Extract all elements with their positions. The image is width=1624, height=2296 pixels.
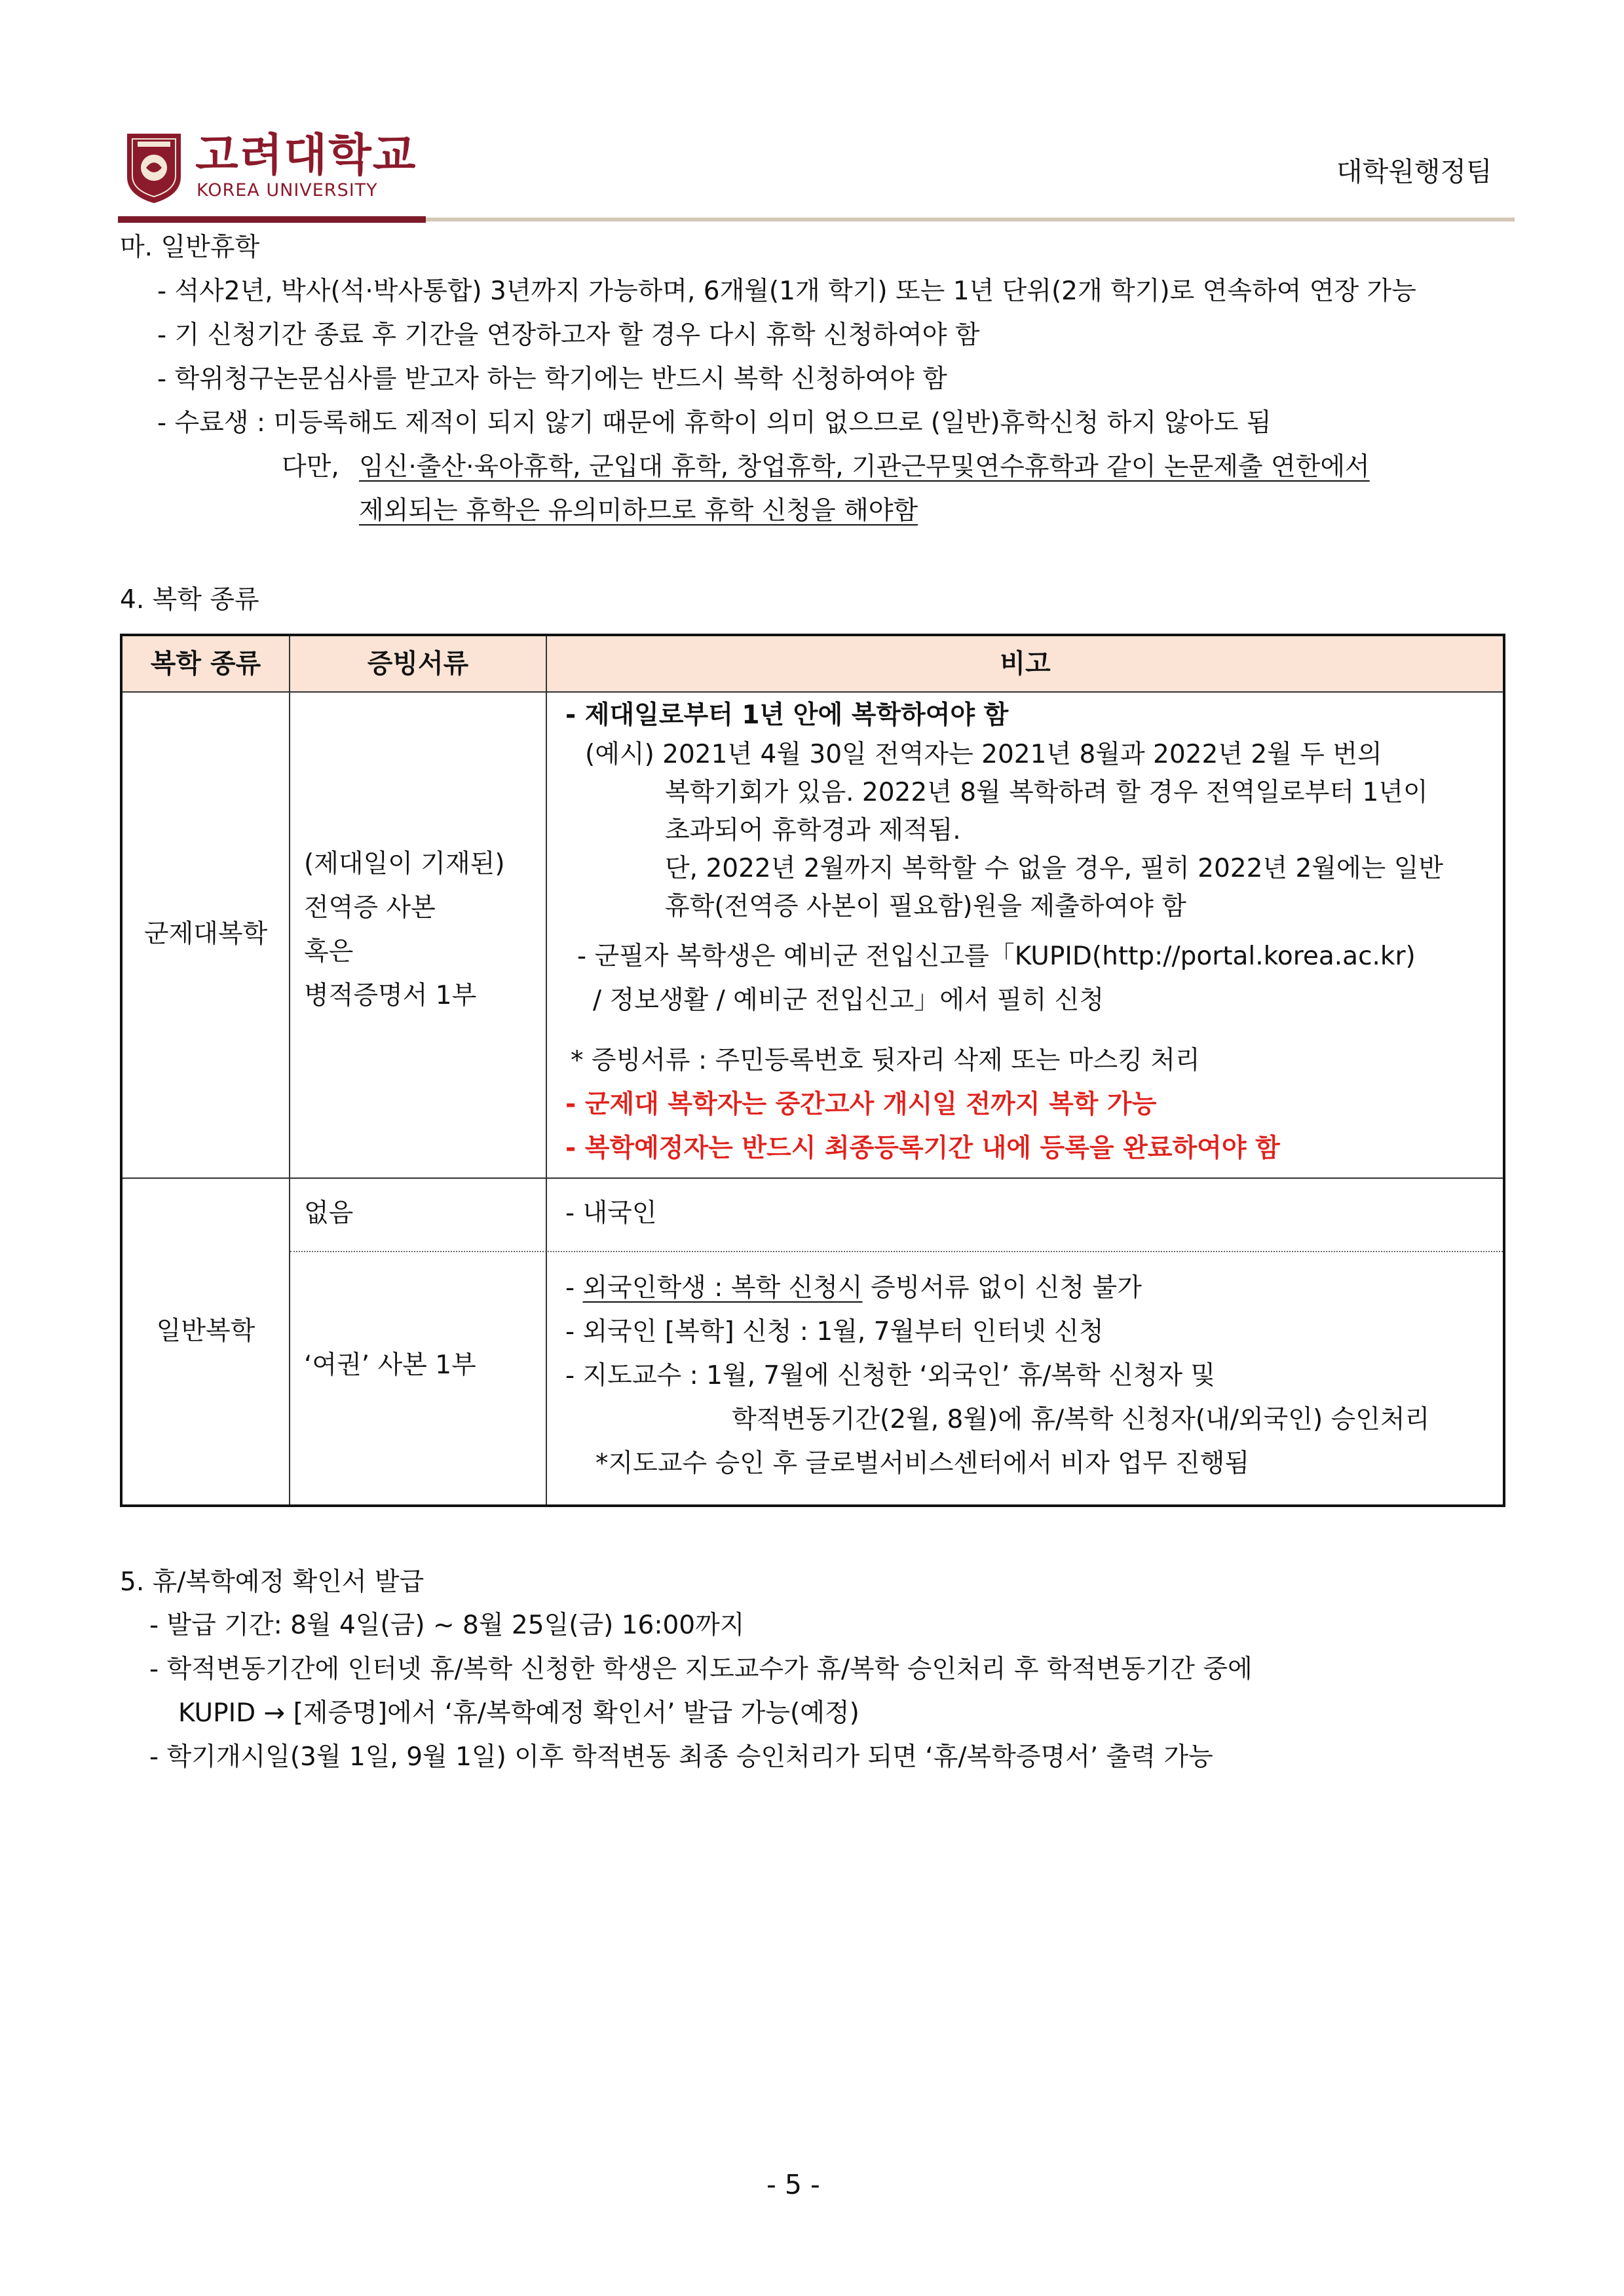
- table-divider: [289, 636, 290, 1504]
- section-5-item: KUPID → [제증명]에서 ‘휴/복학예정 확인서’ 발급 가능(예정): [178, 1698, 859, 1728]
- table-doc-line: (제대일이 기재된): [304, 849, 505, 879]
- logo-wordmark-english: KOREA UNIVERSITY: [197, 180, 378, 201]
- table-header-cell: 비고: [1000, 649, 1051, 679]
- table-divider: [290, 1251, 1503, 1252]
- section-ma-note-line: 제외되는 휴학은 유의미하므로 휴학 신청을 해야함: [359, 496, 918, 526]
- table-example-line: (예시) 2021년 4월 30일 전역자는 2021년 8월과 2022년 2월 두 번의: [585, 740, 1382, 769]
- table-doc-line: ‘여권’ 사본 1부: [304, 1350, 476, 1380]
- university-seal-logo: [124, 131, 183, 204]
- table-red-note: - 군제대 복학자는 중간고사 개시일 전까지 복학 가능: [565, 1090, 1157, 1119]
- table-note-underlined: 외국인학생 : 복학 신청시: [582, 1273, 863, 1303]
- page-number: - 5 -: [766, 2169, 820, 2200]
- section-ma-note-line: 임신·출산·육아휴학, 군입대 휴학, 창업휴학, 기관근무및연수휴학과 같이 논문제출 연한에서: [359, 452, 1370, 482]
- table-example-line: 초과되어 휴학경과 제적됨.: [665, 816, 961, 845]
- header-rule-accent: [118, 216, 426, 223]
- table-note-line: 학적변동기간(2월, 8월)에 휴/복학 신청자(내/외국인) 승인처리: [732, 1405, 1430, 1434]
- readmission-table: [120, 634, 1505, 1507]
- table-red-note: - 복학예정자는 반드시 최종등록기간 내에 등록을 완료하여야 함: [565, 1134, 1280, 1163]
- section-5-item: - 학기개시일(3월 1일, 9월 1일) 이후 학적변동 최종 승인처리가 되면 ‘휴/복학증명서’ 출력 가능: [149, 1742, 1213, 1772]
- table-note-line: [565, 1273, 1142, 1304]
- table-note-line: - 내국인: [565, 1198, 657, 1228]
- table-doc-line: 병적증명서 1부: [304, 981, 477, 1010]
- table-note-line: *지도교수 승인 후 글로벌서비스센터에서 비자 업무 진행됨: [595, 1449, 1250, 1478]
- section-ma-item: - 학위청구논문심사를 받고자 하는 학기에는 반드시 복학 신청하여야 함: [157, 364, 947, 394]
- table-example-line: 단, 2022년 2월까지 복학할 수 없을 경우, 필히 2022년 2월에는 일반: [665, 854, 1444, 883]
- table-doc-line: 혹은: [304, 937, 354, 966]
- logo-wordmark-korean: 고려대학교: [195, 130, 417, 182]
- header-rule: [426, 218, 1515, 221]
- section-5-title: 5. 휴/복학예정 확인서 발급: [120, 1567, 425, 1597]
- table-example-line: 복학기회가 있음. 2022년 8월 복학하려 할 경우 전역일로부터 1년이: [665, 778, 1428, 807]
- section-ma-title: 마. 일반휴학: [120, 233, 260, 262]
- table-doc-line: 없음: [304, 1198, 354, 1228]
- table-kupid-line: - 군필자 복학생은 예비군 전입신고를「KUPID(http://portal.korea.ac.kr): [577, 942, 1416, 971]
- table-note-line: - 지도교수 : 1월, 7월에 신청한 ‘외국인’ 휴/복학 신청자 및: [565, 1361, 1216, 1390]
- department-name: 대학원행정팀: [1336, 156, 1492, 187]
- table-note-rest: 증빙서류 없이 신청 불가: [870, 1273, 1142, 1303]
- section-ma-note-prefix: 다만,: [282, 452, 339, 482]
- table-row-type: 일반복학: [156, 1316, 255, 1346]
- table-divider: [123, 1177, 1503, 1179]
- table-row-type: 군제대복학: [143, 919, 268, 949]
- section-ma-item: - 기 신청기간 종료 후 기간을 연장하고자 할 경우 다시 휴학 신청하여야 함: [157, 320, 980, 350]
- table-header-cell: 증빙서류: [367, 649, 469, 679]
- table-header-row: [123, 636, 1503, 693]
- table-doc-line: 전역증 사본: [304, 893, 436, 923]
- table-masking-note: * 증빙서류 : 주민등록번호 뒷자리 삭제 또는 마스킹 처리: [571, 1046, 1200, 1075]
- section-4-title: 4. 복학 종류: [120, 585, 259, 615]
- table-divider: [546, 636, 547, 1504]
- section-ma-item: - 석사2년, 박사(석·박사통합) 3년까지 가능하며, 6개월(1개 학기) 또는 1년 단위(2개 학기)로 연속하여 연장 가능: [157, 277, 1416, 306]
- table-note-line: - 외국인 [복학] 신청 : 1월, 7월부터 인터넷 신청: [565, 1317, 1104, 1347]
- table-note-dash: -: [565, 1273, 575, 1303]
- table-header-cell: 복학 종류: [150, 649, 261, 679]
- table-note-title: - 제대일로부터 1년 안에 복학하여야 함: [565, 700, 1009, 730]
- section-ma-item: - 수료생 : 미등록해도 제적이 되지 않기 때문에 휴학이 의미 없으므로 (일반)휴학신청 하지 않아도 됨: [157, 408, 1272, 438]
- table-example-line: 휴학(전역증 사본이 필요함)원을 제출하여야 함: [665, 892, 1186, 921]
- table-kupid-line: / 정보생활 / 예비군 전입신고」에서 필히 신청: [593, 985, 1105, 1015]
- section-5-item: - 발급 기간: 8월 4일(금) ~ 8월 25일(금) 16:00까지: [149, 1611, 745, 1640]
- section-5-item: - 학적변동기간에 인터넷 휴/복학 신청한 학생은 지도교수가 휴/복학 승인처리 후 학적변동기간 중에: [149, 1655, 1253, 1684]
